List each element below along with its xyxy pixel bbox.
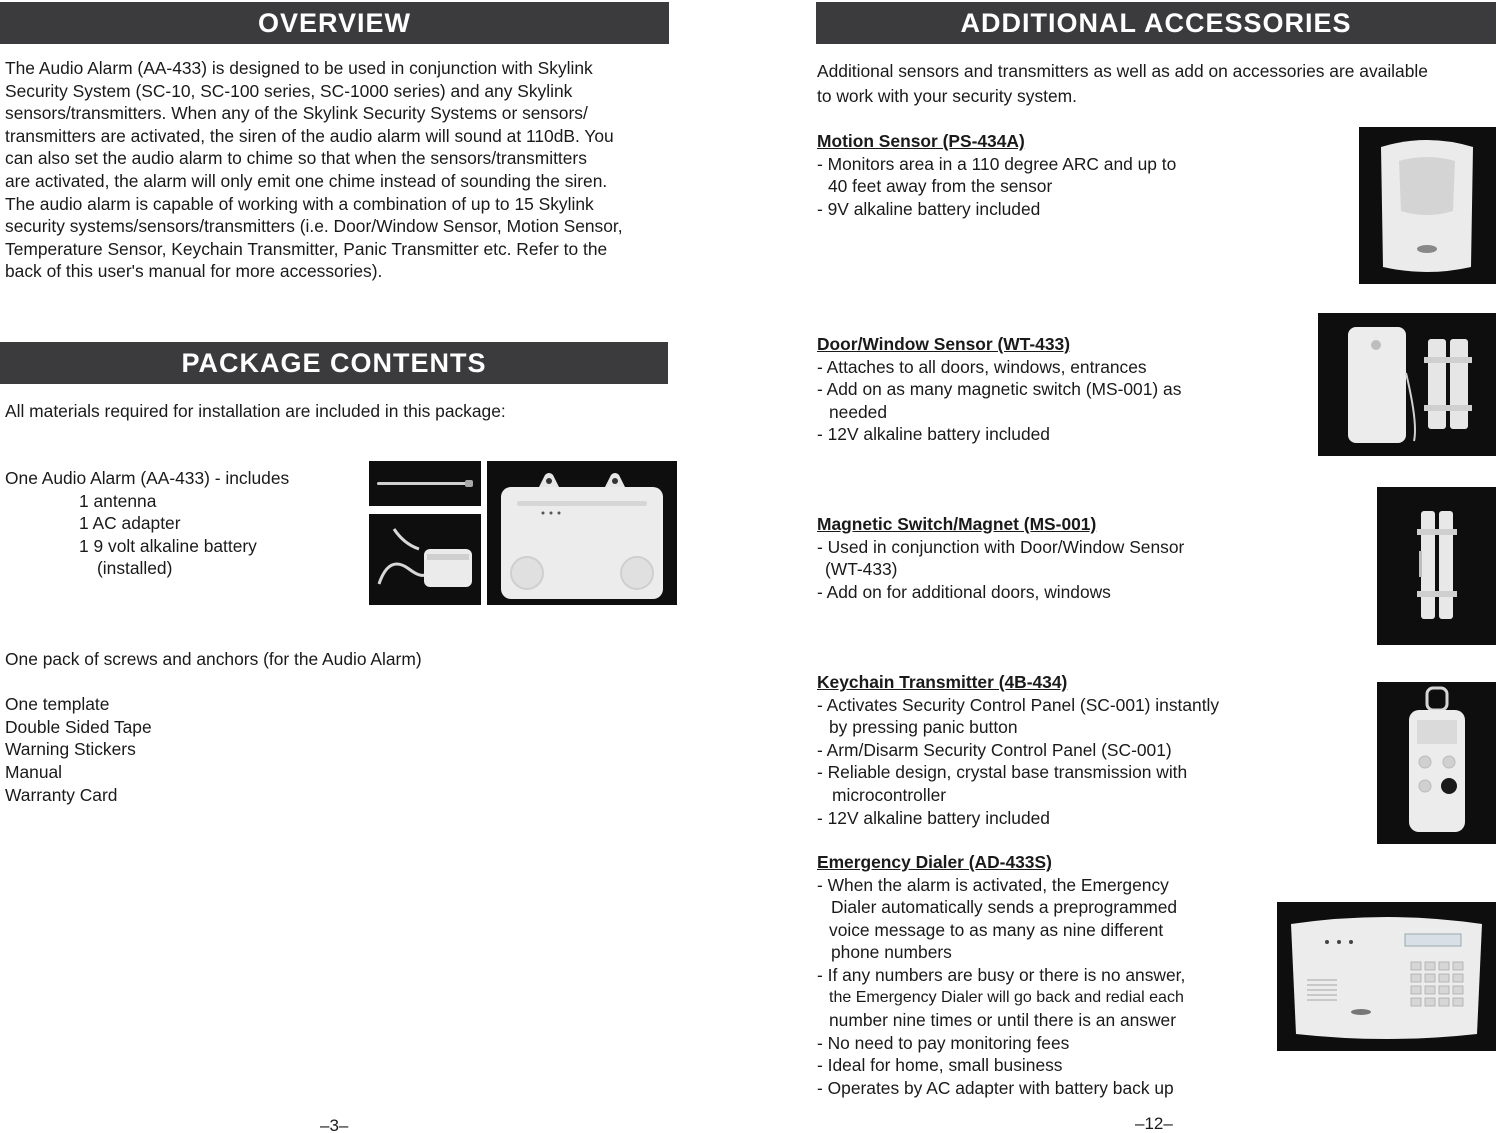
overview-line: Temperature Sensor, Keychain Transmitter, Panic Transmitter etc. Refer to the — [5, 238, 608, 259]
accessory-title: Magnetic Switch/Magnet (MS-001) — [817, 514, 1097, 534]
overview-line: The audio alarm is capable of working with a combination of up to 15 Skylink — [5, 193, 594, 214]
antenna-photo — [369, 461, 481, 506]
accessory-door-window-sensor — [817, 333, 1181, 446]
page-number-right: –12– — [1135, 1114, 1173, 1133]
overview-line: transmitters are activated, the siren of the audio alarm will sound at 110dB. You — [5, 125, 614, 146]
door-window-sensor-photo — [1318, 313, 1496, 456]
accessory-line: - Attaches to all doors, windows, entrances — [817, 356, 1147, 377]
package-item: Double Sided Tape — [5, 716, 152, 737]
additional-accessories-heading: ADDITIONAL ACCESSORIES — [816, 2, 1496, 44]
ac-adapter-photo — [369, 514, 481, 605]
contents-line: 1 9 volt alkaline battery — [79, 535, 257, 556]
accessory-line: microcontroller — [832, 784, 947, 805]
contents-line: One Audio Alarm (AA-433) - includes — [5, 468, 290, 488]
door-window-sensor-icon — [1318, 313, 1496, 456]
audio-alarm-contents — [5, 467, 289, 580]
accessory-line: by pressing panic button — [829, 717, 1018, 738]
package-item: One template — [5, 694, 110, 715]
magnetic-switch-photo — [1377, 487, 1496, 645]
ac-adapter-icon — [369, 514, 481, 605]
motion-sensor-photo — [1359, 127, 1496, 284]
accessory-line: - Used in conjunction with Door/Window Sensor — [817, 536, 1185, 557]
overview-line: can also set the audio alarm to chime so that when the sensors/transmitters — [5, 148, 587, 169]
accessory-line: - 12V alkaline battery included — [817, 424, 1050, 445]
package-intro-line: All materials required for installation are included in this package: — [5, 401, 506, 421]
accessory-line: - Reliable design, crystal base transmission with — [817, 762, 1188, 783]
accessory-title: Emergency Dialer (AD-433S) — [817, 852, 1052, 872]
antenna-icon — [369, 461, 481, 506]
package-item: Warning Stickers — [5, 739, 136, 760]
accessory-line: the Emergency Dialer will go back and redial each — [829, 988, 1184, 1006]
overview-line: back of this user's manual for more accessories). — [5, 261, 383, 282]
keychain-transmitter-photo — [1377, 682, 1496, 844]
accessory-line: - 12V alkaline battery included — [817, 807, 1050, 828]
keychain-transmitter-icon — [1377, 682, 1496, 844]
magnetic-switch-icon — [1377, 487, 1496, 645]
contents-line: (installed) — [97, 558, 173, 579]
contents-line: 1 AC adapter — [79, 513, 181, 534]
accessory-line: needed — [829, 401, 888, 422]
accessory-line: (WT-433) — [825, 559, 898, 580]
overview-line: Security System (SC-10, SC-100 series, SC-1000 series) and any Skylink — [5, 80, 573, 101]
accessory-line: - Add on as many magnetic switch (MS-001) as — [817, 379, 1182, 400]
package-intro — [5, 400, 506, 423]
other-package-items — [5, 648, 422, 806]
accessory-line: - If any numbers are busy or there is no answer, — [817, 964, 1186, 985]
overview-heading: OVERVIEW — [0, 2, 669, 44]
package-item: Manual — [5, 761, 63, 782]
overview-line: security systems/sensors/transmitters (i.e. Door/Window Sensor, Motion Sensor, — [5, 216, 623, 237]
overview-line: are activated, the alarm will only emit one chime instead of sounding the siren. — [5, 170, 608, 191]
package-contents-heading: PACKAGE CONTENTS — [0, 342, 668, 384]
accessory-line: - Activates Security Control Panel (SC-001) instantly — [817, 694, 1220, 715]
intro-line: to work with your security system. — [817, 86, 1077, 106]
right-page — [815, 0, 1497, 1133]
motion-sensor-icon — [1359, 127, 1496, 284]
accessory-line: phone numbers — [831, 942, 952, 963]
overview-line: sensors/transmitters. When any of the Skylink Security Systems or sensors/ — [5, 103, 588, 124]
emergency-dialer-photo — [1277, 902, 1496, 1051]
accessory-line: Dialer automatically sends a preprogrammed — [831, 897, 1178, 918]
accessory-line: - When the alarm is activated, the Emergency — [817, 874, 1169, 895]
accessory-line: voice message to as many as nine different — [829, 919, 1164, 940]
overview-paragraph — [5, 57, 623, 283]
accessory-title: Motion Sensor (PS-434A) — [817, 131, 1025, 151]
accessory-line: 40 feet away from the sensor — [828, 176, 1053, 197]
package-item: Warranty Card — [5, 784, 118, 805]
accessory-emergency-dialer — [817, 851, 1185, 1100]
intro-line: Additional sensors and transmitters as well as add on accessories are available — [817, 61, 1428, 81]
accessory-line: - Operates by AC adapter with battery back up — [817, 1077, 1174, 1098]
accessory-line: - 9V alkaline battery included — [817, 198, 1041, 219]
accessory-title: Door/Window Sensor (WT-433) — [817, 334, 1070, 354]
emergency-dialer-icon — [1277, 902, 1496, 1051]
accessories-intro — [817, 59, 1428, 109]
accessory-title: Keychain Transmitter (4B-434) — [817, 672, 1068, 692]
accessory-line: - Arm/Disarm Security Control Panel (SC-001) — [817, 739, 1172, 760]
accessory-magnetic-switch — [817, 513, 1184, 603]
package-item: One pack of screws and anchors (for the Audio Alarm) — [5, 649, 422, 669]
contents-line: 1 antenna — [79, 490, 157, 511]
audio-alarm-photo — [487, 461, 677, 605]
accessory-line: - No need to pay monitoring fees — [817, 1032, 1070, 1053]
audio-alarm-icon — [487, 461, 677, 605]
accessory-line: - Ideal for home, small business — [817, 1055, 1063, 1076]
accessory-line: - Monitors area in a 110 degree ARC and up to — [817, 153, 1177, 174]
accessory-line: - Add on for additional doors, windows — [817, 581, 1111, 602]
page-number-left: –3– — [320, 1116, 349, 1133]
package-item-spacer — [5, 671, 422, 694]
left-page — [0, 0, 690, 1133]
accessory-keychain-transmitter — [817, 671, 1219, 829]
accessory-line: number nine times or until there is an answer — [829, 1010, 1177, 1031]
accessory-motion-sensor — [817, 130, 1176, 220]
overview-line: The Audio Alarm (AA-433) is designed to be used in conjunction with Skylink — [5, 58, 593, 78]
